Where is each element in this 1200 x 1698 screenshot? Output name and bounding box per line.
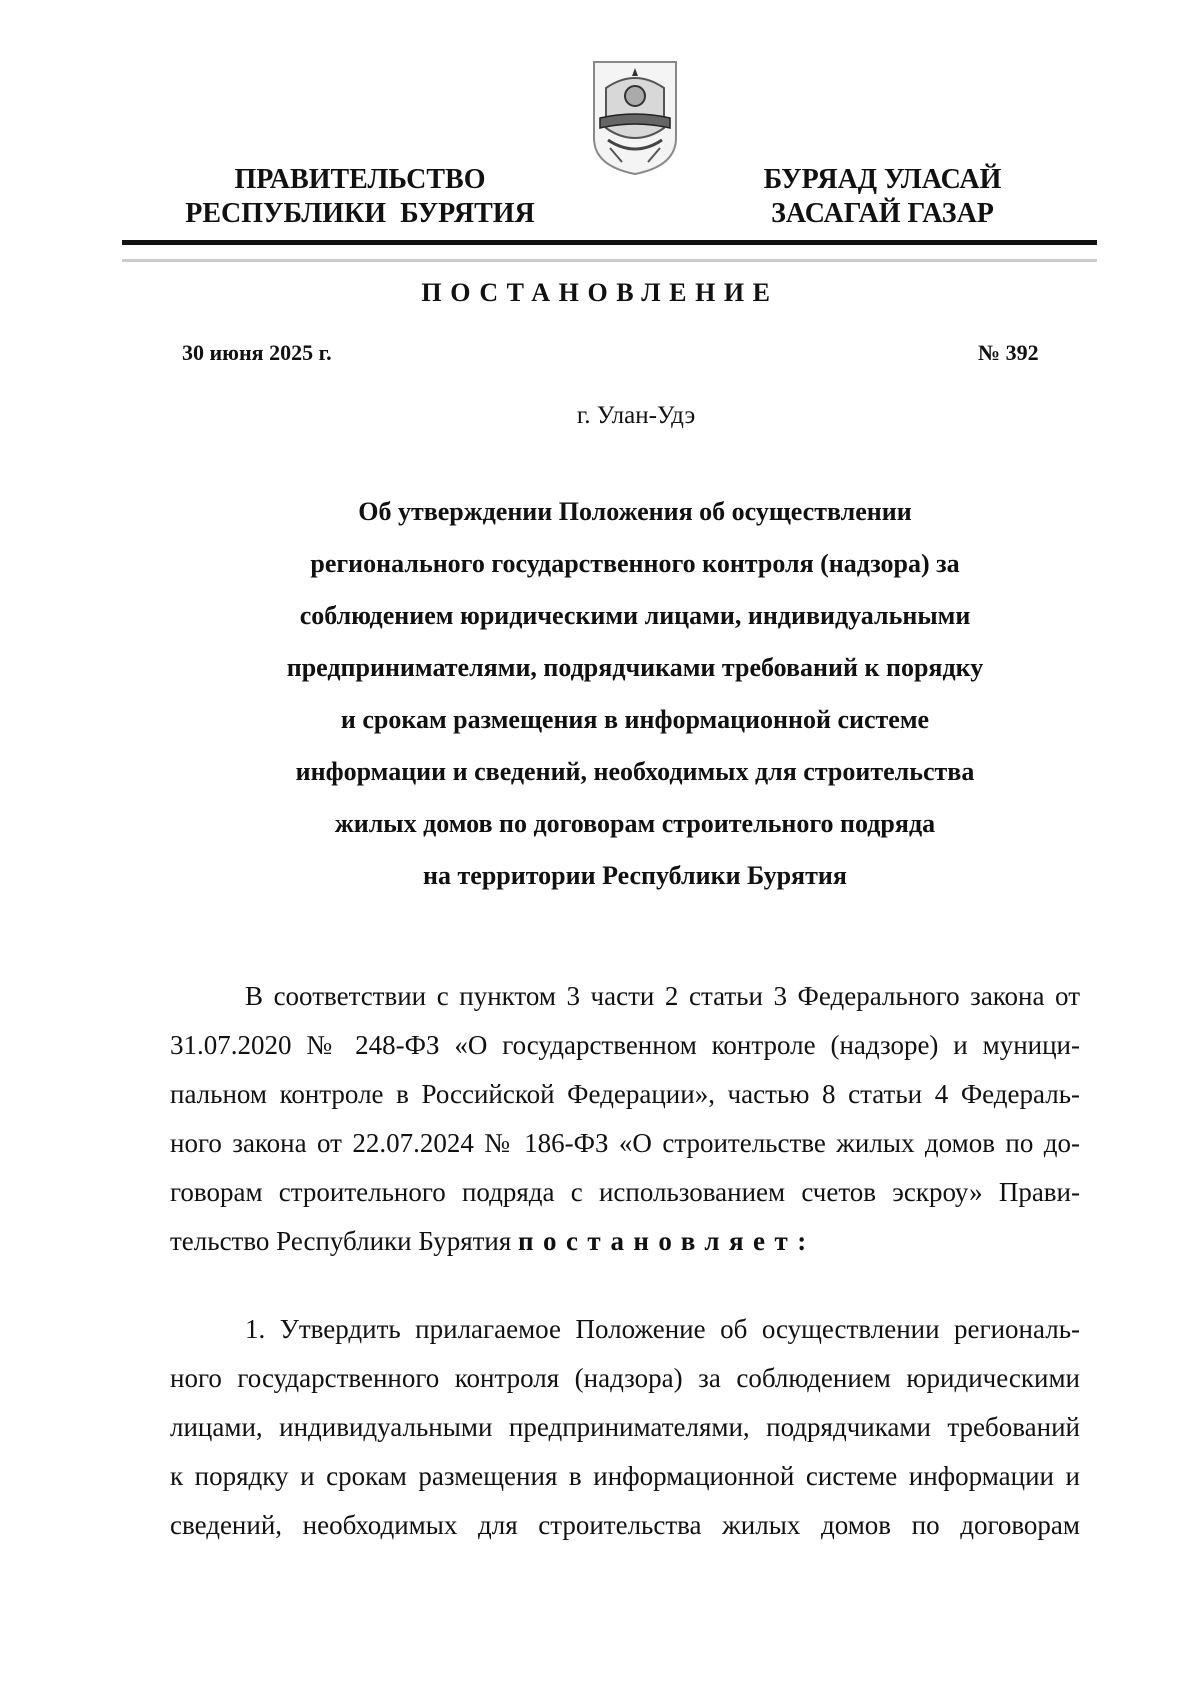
subject-line: и срокам размещения в информационной системе — [340, 705, 930, 734]
body-line: ного государственного контроля (надзора) за соблюдением юридическими — [170, 1363, 1080, 1393]
issuer-bur-line1: БУРЯАД УЛАСАЙ — [763, 164, 1002, 195]
item-1-paragraph — [170, 1305, 1080, 1550]
body-line: сведений, необходимых для строительства жилых домов по договорам — [170, 1510, 1080, 1540]
coat-of-arms-emblem — [590, 58, 680, 178]
subject-line: информации и сведений, необходимых для строительства — [295, 757, 975, 786]
subject-line: Об утверждении Положения об осуществлении — [358, 497, 912, 526]
subject-line: предпринимателями, подрядчиками требований к порядку — [286, 653, 984, 682]
body-line: говорам строительного подряда с использованием счетов эскроу» Прави- — [170, 1177, 1080, 1207]
subject-line: регионального государственного контроля (надзора) за — [310, 549, 960, 578]
issuer-name-buryat — [735, 163, 1030, 231]
body-line: к порядку и срокам размещения в информационной системе информации и — [170, 1461, 1080, 1491]
issuer-ru-line1: ПРАВИТЕЛЬСТВО — [234, 164, 486, 195]
body-line-text: тельство Республики Бурятия — [170, 1226, 512, 1256]
header-divider-thin — [122, 259, 1097, 262]
subject-line: соблюдением юридическими лицами, индивидуальными — [299, 601, 971, 630]
issuer-bur-line2: ЗАСАГАЙ ГАЗАР — [771, 198, 994, 229]
body-line: пальном контроле в Российской Федерации», частью 8 статьи 4 Федераль- — [170, 1079, 1080, 1109]
body-line: В соответствии с пунктом 3 части 2 статьи 3 Федерального закона от — [245, 981, 1080, 1011]
document-subject — [200, 486, 1070, 902]
document-date: 30 июня 2025 г. — [182, 340, 332, 365]
document-city: г. Улан-Удэ — [576, 402, 696, 429]
body-line: ного закона от 22.07.2024 № 186-ФЗ «О строительстве жилых домов по до- — [170, 1128, 1080, 1158]
subject-line: на территории Республики Бурятия — [423, 861, 847, 890]
document-number: № 392 — [978, 340, 1039, 365]
preamble-paragraph — [170, 972, 1080, 1266]
subject-line: жилых домов по договорам строительного подряда — [334, 809, 936, 838]
header-divider-thick — [122, 240, 1097, 245]
decree-word: постановляет: — [518, 1226, 816, 1256]
body-line: 31.07.2020 № 248-ФЗ «О государственном контроле (надзоре) и муници- — [170, 1030, 1080, 1060]
document-type-title: ПОСТАНОВЛЕНИЕ — [421, 278, 779, 307]
issuer-ru-line2: РЕСПУБЛИКИ БУРЯТИЯ — [185, 198, 535, 229]
issuer-name-russian — [170, 163, 550, 231]
body-line: лицами, индивидуальными предпринимателями, подрядчиками требований — [170, 1412, 1080, 1442]
body-line: 1. Утвердить прилагаемое Положение об осуществлении региональ- — [245, 1314, 1080, 1344]
body-line-final — [170, 1217, 1080, 1266]
